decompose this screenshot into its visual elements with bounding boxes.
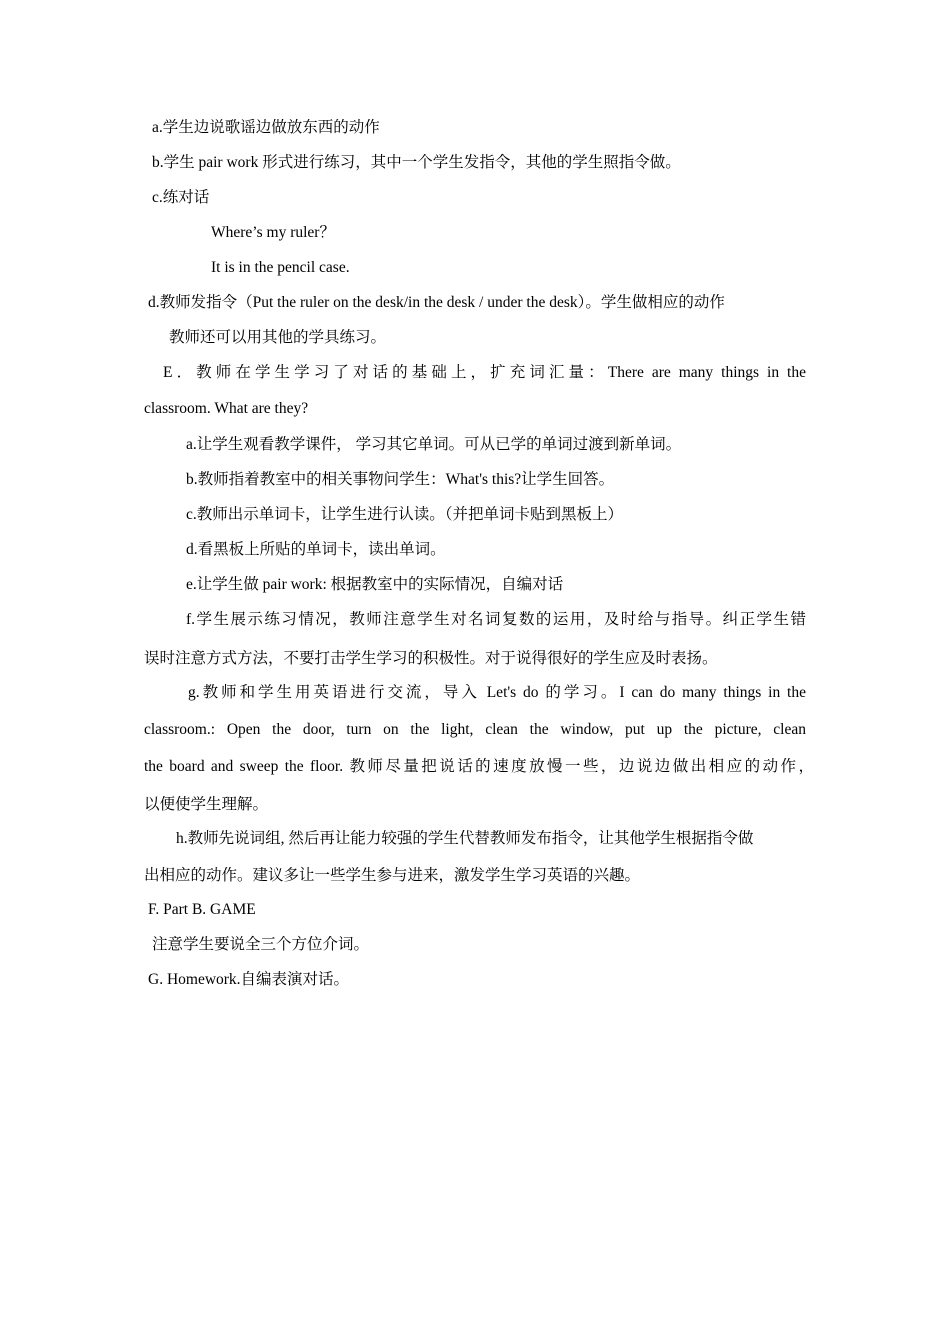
section-e-step-g-cont3: 以便使学生理解。 — [144, 796, 269, 813]
section-e-intro: E．教师在学生学习了对话的基础上，扩充词汇量：There are many things in the — [163, 364, 806, 381]
section-e-step-b: b.教师指着教室中的相关事物问学生：What's this?让学生回答。 — [186, 471, 615, 488]
section-f-note: 注意学生要说全三个方位介词。 — [152, 936, 370, 953]
section-e-step-d: d.看黑板上所贴的单词卡，读出单词。 — [186, 541, 446, 558]
section-e-step-e: e.让学生做 pair work: 根据教室中的实际情况，自编对话 — [186, 576, 564, 593]
section-f-heading: F. Part B. GAME — [148, 901, 256, 918]
section-e-step-g-cont2: the board and sweep the floor. 教师尽量把说话的速度放慢一些，边说边做出相应的动作， — [144, 758, 814, 775]
step-a-chant: a.学生边说歌谣边做放东西的动作 — [152, 119, 380, 136]
section-e-step-c: c.教师出示单词卡，让学生进行认读。（并把单词卡贴到黑板上） — [186, 506, 624, 523]
section-g-homework: G. Homework.自编表演对话。 — [148, 971, 350, 988]
section-e-step-h-cont: 出相应的动作。建议多让一些学生参与进来，激发学生学习英语的兴趣。 — [144, 867, 641, 884]
dialogue-answer: It is in the pencil case. — [211, 259, 350, 276]
step-d-note: 教师还可以用其他的学具练习。 — [169, 329, 387, 346]
section-e-step-h: h.教师先说词组, 然后再让能力较强的学生代替教师发布指令，让其他学生根据指令做 — [176, 830, 754, 847]
dialogue-question: Where’s my ruler？ — [211, 224, 335, 241]
section-e-step-f-cont: 误时注意方式方法，不要打击学生学习的积极性。对于说得很好的学生应及时表扬。 — [144, 650, 718, 667]
step-c-dialogue: c.练对话 — [152, 189, 210, 206]
section-e-step-g: g.教师和学生用英语进行交流，导入 Let's do 的学习。I can do many things in the — [188, 684, 806, 701]
step-b-pair-work: b.学生 pair work 形式进行练习，其中一个学生发指令，其他的学生照指令做。 — [152, 154, 681, 171]
section-e-step-a: a.让学生观看教学课件， 学习其它单词。可从已学的单词过渡到新单词。 — [186, 436, 682, 453]
section-e-intro-cont: classroom. What are they? — [144, 400, 309, 417]
section-e-step-g-cont1: classroom.: Open the door, turn on the light, clean the window, put up the picture, clean — [144, 721, 806, 738]
section-e-step-f: f.学生展示练习情况，教师注意学生对名词复数的运用，及时给与指导。纠正学生错 — [186, 611, 806, 628]
step-d-instructions: d.教师发指令（Put the ruler on the desk/in the desk / under the desk）。学生做相应的动作 — [148, 294, 725, 311]
